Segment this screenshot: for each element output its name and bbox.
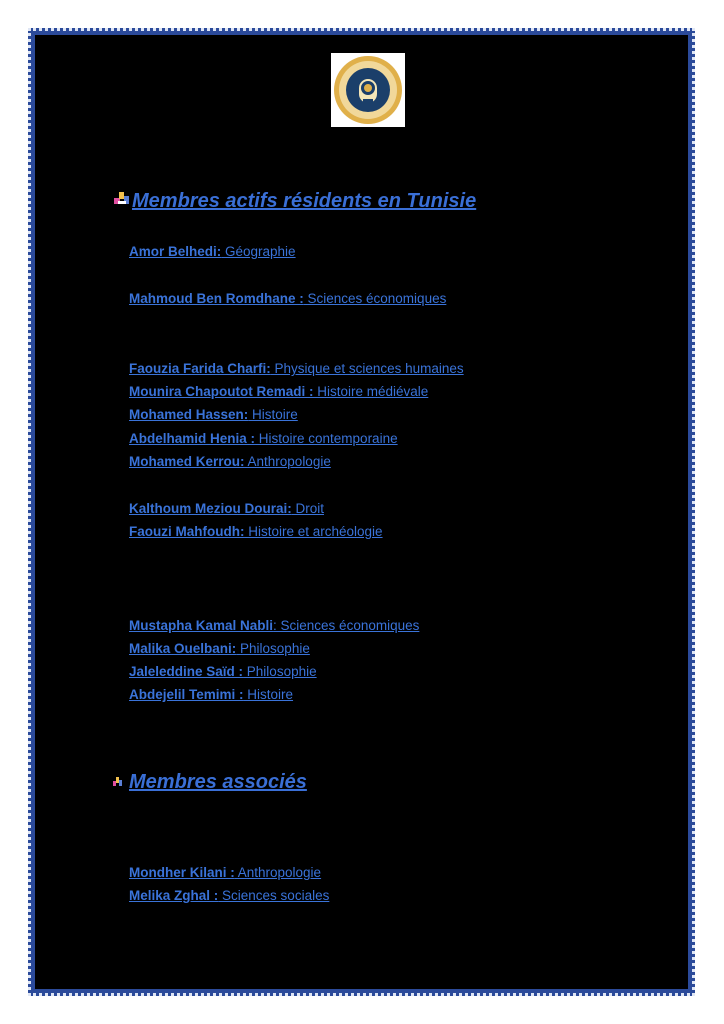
- member-entry[interactable]: Abdelhamid Henia : Histoire contemporaine: [129, 431, 398, 446]
- member-entry[interactable]: Amor Belhedi: Géographie: [129, 244, 296, 259]
- page-frame: [28, 28, 695, 996]
- section-title-active-members: Membres actifs résidents en Tunisie: [132, 190, 477, 212]
- member-entry[interactable]: Mounira Chapoutot Remadi : Histoire médiévale: [129, 384, 429, 399]
- member-entry[interactable]: Mustapha Kamal Nabli: Sciences économiques: [129, 618, 420, 633]
- section-title-associated-members: Membres associés: [129, 771, 307, 793]
- section-bullet-icon: [113, 777, 123, 787]
- section-bullet-icon: [114, 192, 130, 206]
- institution-seal-icon: [333, 55, 403, 125]
- member-entry[interactable]: Faouzi Mahfoudh: Histoire et archéologie: [129, 524, 383, 539]
- member-entry[interactable]: Jaleleddine Saïd : Philosophie: [129, 664, 317, 679]
- member-entry[interactable]: Faouzia Farida Charfi: Physique et sciences humaines: [129, 361, 464, 376]
- institution-logo: [331, 53, 405, 127]
- member-entry[interactable]: Kalthoum Meziou Dourai: Droit: [129, 501, 325, 516]
- member-entry[interactable]: Mohamed Kerrou: Anthropologie: [129, 454, 331, 469]
- member-entry[interactable]: Mahmoud Ben Romdhane : Sciences économiques: [129, 291, 447, 306]
- member-entry[interactable]: Malika Ouelbani: Philosophie: [129, 641, 310, 656]
- member-entry[interactable]: Abdejelil Temimi : Histoire: [129, 687, 294, 702]
- member-entry[interactable]: Mohamed Hassen: Histoire: [129, 407, 298, 422]
- member-entry[interactable]: Mondher Kilani : Anthropologie: [129, 865, 322, 880]
- member-entry[interactable]: Melika Zghal : Sciences sociales: [129, 888, 330, 903]
